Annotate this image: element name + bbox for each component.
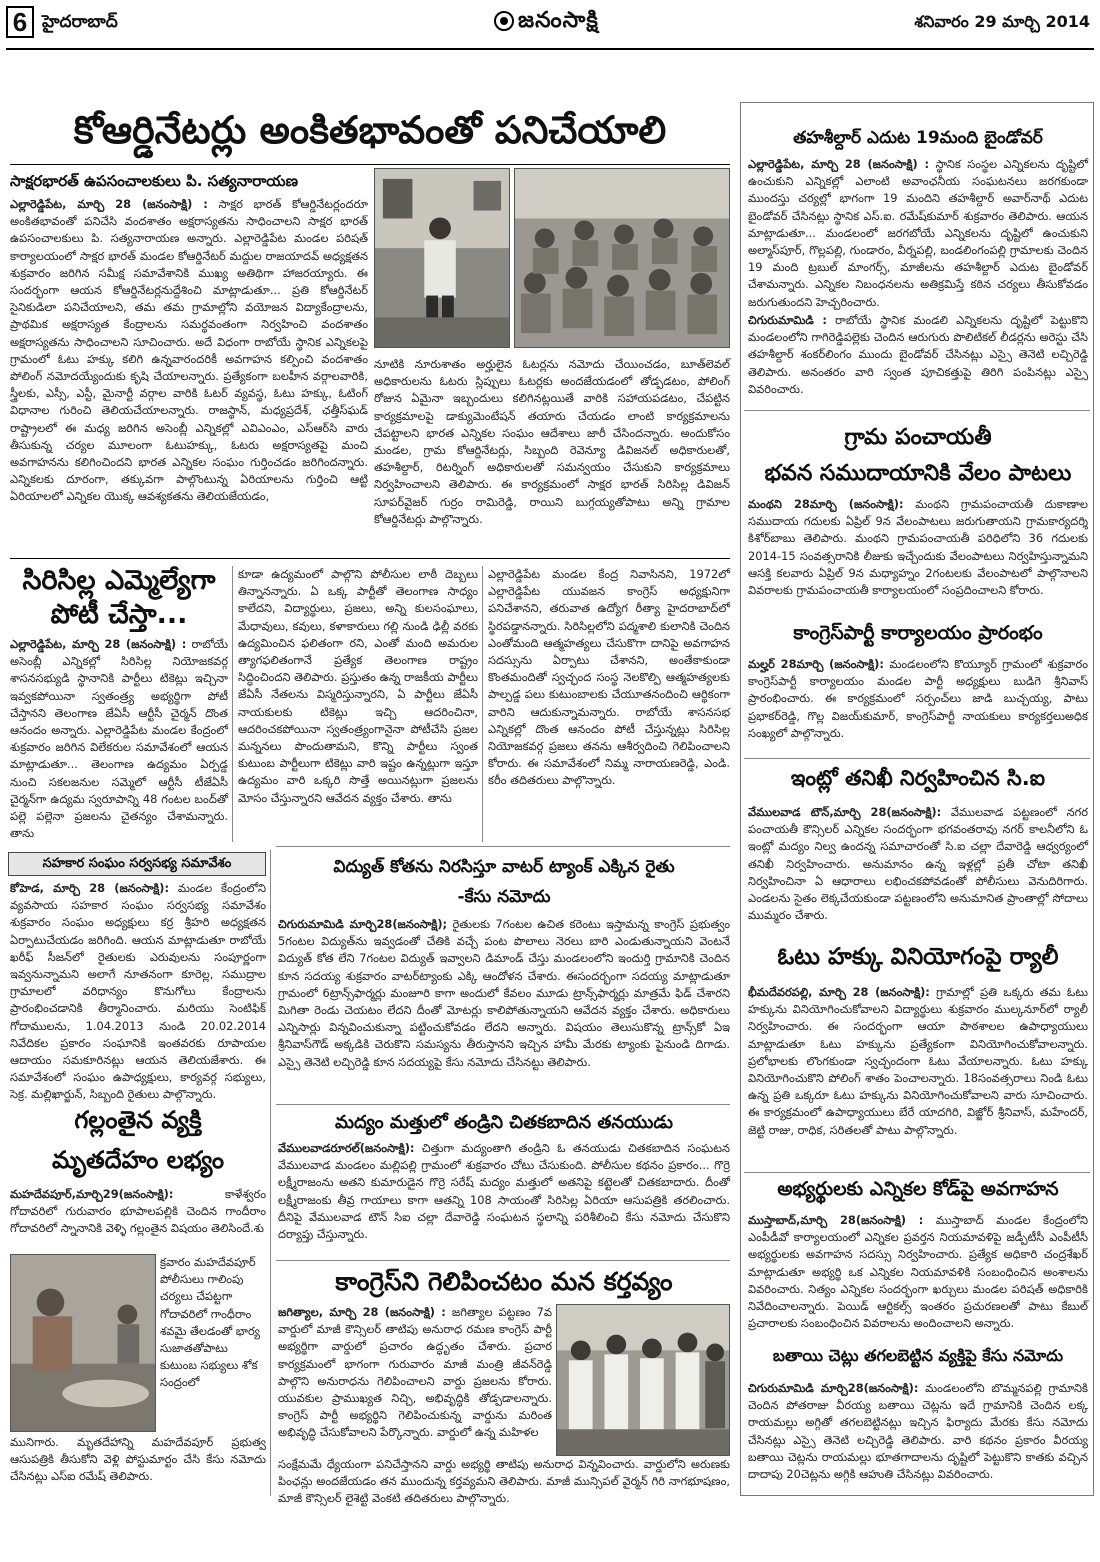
auction-body xyxy=(748,496,1088,616)
house-search-dateline: వేములవాడ టౌన్‌,మార్చి 28(జనంసాక్షి): xyxy=(748,805,942,819)
body-found-body-side xyxy=(160,1254,266,1432)
duty-headline-wrap xyxy=(278,1262,730,1302)
code-awareness-text: ముస్తాబాద్‌ మండల కేంద్రంలోని ఎంపీడీవో కార్యాలయంలో ఎన్నికల ప్రవర్తన నియమావళిపై జడ్పీటీసీ ఎంపీటీసీ అభ్యర్థులకు అవగాహన సదస్సు నిర్వహించారు. ప్రత్యేక అధికారి చంద్రశేఖర్‌ మాట్లాడుతూ అభ్యర్థి ఒక ఎన్నికల నియమావళికి సంబంధించిన అంశాలను వివరించారు. నిత్యం ఎన్నికల సందర్భంగా ఖర్చులు మండల పరిషత్‌ అధికారికి నివేదించాలన్నారు. పెయిడ్‌ ఆర్టికల్స్‌ ఇంతరం ప్రచురణలతో పాటు కేబుల్‌ ప్రచారాలకు సంబంధించిన వివరాలను అందించాలని అన్నారు. xyxy=(748,1213,1088,1331)
lead-body-left xyxy=(10,196,368,554)
rally-headline-wrap xyxy=(748,944,1088,982)
sircilla-text-3: ఎల్లారెడ్డిపేట మండల కేంద్ర నివాసినని, 1972లో ఎల్లారెడ్డిపేట యువజన కాంగ్రెస్‌ అధ్యక్షునిగా పనిచేశానని, తరువాత ఉద్యోగ రీత్యా హైదరాబాద్‌లో స్థిరపడ్డానన్నారు. సిరిసిల్లలోని పద్మశాలి కులానికి చెందిన ఎంతోమంది ఆత్మహత్యలు చేసుకొగా దానిపై అవగాహన సదస్సును ఏర్పాటు చేశానని, అంతేకాకుండా కొంతమందితో స్వచ్ఛంద సంస్థ నెలకొల్పి ఆత్మహత్యలకు పాల్పడ్డ పలు కుటుంబాలకు చేయూతనందించి ఆర్థికంగా వారిని ఆదుకున్నామన్నారు. రాబోయే శాసనసభ ఎన్నికల్లో దొంత ఆనందం పోటీ చేస్తున్నట్లు సిరిసిల్ల నియోజకవర్గ ప్రజలు తనను ఆశీర్వదించి గెలిపించాలని కోరారు. ఈ సమావేశంలో నిమ్మ నారాయణరెడ్డి, ఎండి. కరీం తదితరులు పాల్గొన్నారు. xyxy=(488,567,730,788)
body-found-body-bottom xyxy=(10,1434,266,1494)
binder-dateline-2: చిగురుమామిడి : xyxy=(748,313,827,327)
auction-headline-line2: భవన సముదాయానికి వేలం పాటలు xyxy=(764,461,1072,486)
lead-headline-wrap xyxy=(10,100,730,166)
page-number: 6 xyxy=(6,6,34,38)
lead-text-left: సాక్షర భారత్‌ కోఆర్డినేటర్లందరూ అంకితభావంతో పనిచేసి వందశాతం అక్షరాస్యతను సాధించాలని సాక్షర భారత్‌ ఉపసంచాలకులు పి. సత్యనారాయణ అన్నారు. ఎల్లారెడ్డిపేట మండల పరిషత్‌ కార్యాలయంలో సాక్షర భారత్‌ మండల కోఆర్డినేటర్‌ మద్దుల రాజయాదవ్‌ అధ్యక్షతన శుక్రవారం జరిగిన సమీక్ష సమావేశానికి ముఖ్య అతిథిగా హాజరయ్యారు. ఈ సందర్భంగా ఆయన కోఆర్డినేటర్లనుద్దేశించి మాట్లాడుతూ... ప్రతి కోఆర్డినేటర్‌ సైనికుడిలా పనిచేయాలని, తమ తమ గ్రామాల్లోని వయోజన విద్యాకేంద్రాలను, ప్రాథమిక అక్షరాస్యత కేంద్రాలను సమర్థవంతంగా నిర్వహించి వందశాతం అక్షరాస్యతను సాధించాలని సూచించారు. అదే విధంగా రాబోయే స్థానిక ఎన్నికలపై గ్రామంలో ఓటు హక్కు కలిగి ఉన్నవారందరికీ అవగాహన కల్పించి వందశాతం పోలింగ్‌ నమోదయ్యేందుకు కృషి చేయాలన్నారు. ప్రత్యేకంగా బలహీన వర్గాలవారికి, స్త్రీలకు, ఎస్సీ, ఎస్టీ, మైనార్టీ వర్గాల వారికి ఓటర్‌ వ్యవస్థ, ఓటు హక్కు, ఓటింగ్‌ విధానాల గురించి తెలియచేయాలన్నారు. రాజస్థాన్‌, మధ్యప్రదేశ్‌, ఛత్తీస్‌ఘడ్‌ రాష్ట్రాలలో ఈ మధ్య జరిగిన అసెంబ్లీ ఎన్నికల్లో ఎవిఎంఎం, ఎస్‌ఆర్‌సి వారు తీసుకున్న చర్యల మూలంగా ఓటుహక్కు, ఓటరు అక్షరాస్యతపై మంచి అవగాహనను కలిగించిందని భారత ఎన్నికల సంఘం గుర్తించడం జరిగిందన్నారు. ఎన్నికలకు దూరంగా, తక్కువగా పాల్గొంటున్న ఏరియాలను గుర్తించి ఆట్టి ఏరియాలలో ఎన్నికల యొక్క ఆవశ్యకతను తెలియజేయడం, xyxy=(10,197,368,504)
binder-dateline: ఎల్లారెడ్డిపేట, మార్చి 28 (జనంసాక్షి) : xyxy=(748,157,929,171)
code-awareness-headline-wrap xyxy=(748,1178,1088,1210)
body-found-text-bottom: మునిగారు. మృతదేహాన్ని మహదేవపూర్‌ ప్రభుత్వ ఆసుపత్రికి తీసుకోని వెళ్లి పోస్టుమార్టం చేసి కేసు నమోదు చేసినట్లు ఎస్‌ఐ రమేష్‌ తెలిపారు. xyxy=(10,1435,266,1484)
binder-body-2 xyxy=(748,312,1088,408)
body-found-body-top xyxy=(10,1186,266,1254)
section-city: హైదరాబాద్ xyxy=(42,12,118,32)
trees-headline-wrap xyxy=(748,1346,1088,1376)
rally-dateline: భీమదేవరపల్లి, మార్చి 28 (జనంసాక్షి): xyxy=(748,985,930,999)
house-search-text: వేములవాడ పట్టణంలో నగర పంచాయతీ కౌన్సిలర్‌ ఎన్నికల సందర్భంగా భగవంతరావు నగర్‌ కాలనీలోని ఓ ఇంట్లో మద్యం నిల్వ ఉందన్న సమాచారంతో సి.ఐ చల్లా దేవారెడ్డి ఆధ్వర్యంలో తనిఖీ నిర్వహించారు. అనుమానం ఉన్న ఇళ్లల్లో ప్రతీ చోటా తనిఖీ నిర్వహించినా ఏ ఆధారాలు లభించకపోవడంతో పోలీసులు వెనుదిరిగారు. ఎండలను సైతం లెక్కచేయకుండా పట్టణంలోని అనుమానిత ప్రాంతాల్లో సోదాలు ముమ్మరం చేశారు. xyxy=(748,805,1088,923)
house-search-body xyxy=(748,804,1088,940)
binder-body xyxy=(748,156,1088,312)
sircilla-dateline: ఎల్లారెడ్డిపేట, మార్చి 28 (జనంసాక్షి) : xyxy=(10,637,187,651)
house-search-headline-wrap xyxy=(748,766,1088,802)
duty-dateline: జగిత్యాల, మార్చి 28 (జనంసాక్షి) : xyxy=(278,1305,446,1319)
sircilla-headline-line1: సిరిసిల్ల ఎమ్మెల్యేగా xyxy=(22,565,216,596)
body-found-text-side: క్రవారం మహదేవపూర్‌ పోలీసులు గాలింపు చర్యలు చేపట్టగా గోదావరిలో గాంధీరాం శవమై తేలడంతో భార్య సుజాతతోపాటు కుటుంబ సభ్యులు శోక సంద్రంలో xyxy=(160,1255,260,1390)
sircilla-col-2 xyxy=(238,566,478,842)
trees-text: మండలంలోని బొమ్మనపల్లి గ్రామానికి చెందిన పోతరాజు వీరయ్య బతాయి చెట్లను ఇదే గ్రామానికి చెందిన లక్క రాయమల్లు అగ్గితో తగలబెట్టినట్లు ఇచ్చిన ఫిర్యాదు మేరకు కేసు నమోదు చేసినట్లు ఎస్సై తెనెటి లచ్చిరెడ్డి తెలిపారు. వారి కథనం ప్రకారం వీరయ్య బతాయి చెట్లను రాయమల్లు భూతగాదాలను దృష్టిలో పెట్టుకొని కాతకు వచ్చిన దాదాపు 20చెట్లను అగ్గికి ఆహుతి చేసినట్లు వివరించారు. xyxy=(748,1381,1088,1482)
sircilla-col-1 xyxy=(10,636,228,840)
code-awareness-headline: అభ్యర్థులకు ఎన్నికల కోడ్‌పై అవగాహన xyxy=(777,1178,1059,1200)
masthead-logo-icon xyxy=(494,11,514,31)
lead-subhead: సాక్షరభారత్‌ ఉపసంచాలకులు పి. సత్యనారాయణ xyxy=(10,172,298,190)
rally-body xyxy=(748,984,1088,1170)
binder-headline-wrap xyxy=(748,128,1088,154)
binder-text: స్థానిక సంస్థల ఎన్నికలను దృష్టిలో ఉంచుకుని ఎన్నికల్లో ఎలాంటి అవాంఛనీయ సంఘటనలు జరగకుండా ముందస్తు చర్యల్లో భాగంగా 19 మందిని తహశీల్దార్‌ అవార్‌నాథ్‌ ఎదుట బైండోవర్‌ చేసినట్లు స్థానిక ఎస్‌.ఐ. రమేష్‌కుమార్‌ శుక్రవారం తెలిపారు. ఆయన మాట్లాడుతూ... మండలంలో జరగబోయే ఎన్నికలను దృష్టిలో ఉంచుకుని అల్మాస్‌పూర్‌, గొల్లపల్లి, గుండారం, వీర్నపల్లి, బండలింగంపల్లి గ్రామాలకు చెందిన 19 మంది ట్రబుల్‌ మాంగర్స్‌, మాజీలను తహశీల్దార్‌ ఎదుట బైండోవర్‌ చేశామన్నారు. ఎన్నికల నిబంధనలను అతిక్రమిస్తే కఠిన చర్యలు తీసుకోవడం జరుగుతుందని హెచ్చరించారు. xyxy=(748,157,1088,309)
son-text: చిత్తుగా మద్యంతాగి తండ్రిని ఓ తనయుడు చితకబాదిన సంఘటన వేములవాడ మండలం మల్లిపల్లి గ్రామంలో శుక్రవారం చోటు చేసుకుంది. పోలీసుల కథనం ప్రకారం... గొర్రె లక్ష్మీరాజంను అతని కుమారుడైన గొర్రె సరేష్‌ మద్యం మత్తులో అతనిపై కట్టెలతో చితకబాదారు. దీంతో లక్ష్మీరాజంకు తీవ్ర గాయాలు కాగా ఆతన్ని 108 సాయంతో సిరిసిల్ల ఏరియా ఆసుపత్రికి తరలించారు. దీనిపై వేములవాడ టౌన్‌ సిఐ చల్లా దేవారెడ్డి సంఘటన స్థలాన్ని పరిశీలించి కేసు నమోదు చేసుకొని దర్యాప్తు చేస్తున్నారు. xyxy=(278,1141,730,1242)
body-found-text-top: కాళేశ్వరం గోదావరిలో గురువారం భూపాలపల్లికి చెందిన గాందీరాం గోదావరిలో స్నానానికి వెళ్ళి గల్లంతైన విషయం తెలిసిందే.శు xyxy=(10,1187,266,1236)
water-tank-headline-wrap xyxy=(278,852,730,914)
duty-photo xyxy=(556,1304,730,1456)
trees-headline: బతాయి చెట్లు తగలబెట్టిన వ్యక్తిపై కేసు నమోదు xyxy=(772,1346,1064,1365)
sircilla-headline-line2: పోటీ చేస్తా... xyxy=(50,599,188,630)
body-found-headline-wrap xyxy=(10,1100,266,1184)
body-found-headline-line1: గల్లంతైన వ్యక్తి xyxy=(74,1106,202,1134)
body-found-dateline: మహదేవపూర్‌,మార్చి29(జనంసాక్షి): xyxy=(10,1187,174,1201)
sircilla-text-2: కూడా ఉద్యమంలో పాల్గొని పోలీసుల లాఠీ దెబ్బలు తిన్నానన్నారు. ఏ ఒక్క పార్టీతో తెలంగాణ సాధ్యం కాలేదని, విద్యార్థులు, ప్రజలు, అన్ని కులసంఘాలు, మేధావులు, కవులు, కళాకారులు గల్లి నుండి ఢిల్లీ వరకు ఉద్యమించిన ఫలితంగా రని, ఎంతో మంది అమరుల త్యాగఫలితంగానే ప్రత్యేక తెలంగాణ రాష్ట్రం సిద్ధించిందని తెలిపారు. ప్రస్తుతం ఉన్న రాజకీయ పార్టీలు జేఏసీ నేతలను విస్మరిస్తున్నారని, ఏ పార్టీలు జేఏసీ నాయకులకు టికెట్లు ఇచ్చి ఆదరించినా, ఆదరించకపోయినా స్వతంత్ర్యంగానైనా పోటీచేసి ప్రజల మన్ననలు పొందుతామని, కొన్ని పార్టీలు స్వంత కుటుంబ పార్టీలుగా టికెట్లు వారి ఇష్టం ఉన్నట్లుగా ఇస్తూ ఉద్యమం వారి ఒక్కరి సొత్తే అయినట్లుగా ప్రజలను మోసం చేస్తున్నారని ఆవేదన వ్యక్తం చేశారు. తాను xyxy=(238,567,478,805)
lead-headline: కోఆర్డినేటర్లు అంకితభావంతో పనిచేయాలి xyxy=(73,108,667,152)
sircilla-headline-wrap xyxy=(10,564,228,634)
sircilla-text-1: రాబోయే అసెంబ్లీ ఎన్నికల్లో సిరిసిల్ల నియోజకవర్గ శాసనసభ్యుడి స్థానానికి పార్టీలు టికెట్లు ఇచ్చినా ఇవ్వకపోయినా స్వతంత్ర్య అభ్యర్థిగా పోటీ చేస్తానని తెలంగాణ జేఏసీ ఆర్టీసీ చైర్మన్‌ దొంత ఆనందం అన్నారు. ఎల్లారెడ్డిపేట మండల కేంద్రంలో శుక్రవారం జరిగిన విలేకరుల సమావేశంలో ఆయన మాట్లాడుతూ... తెలంగాణ ఉద్యమం ఏర్పడ్డ నుంచి సకలజనుల సమ్మెలో ఆర్టీసీ టీజేఏసీ చైర్మన్‌గా ఉద్యమ స్వరూపాన్ని 48 గంటల బంద్‌తో పల్లె పల్లెనా ప్రజలను చైతన్యం చేశామన్నారు. తాను xyxy=(10,637,228,841)
cooperative-body xyxy=(10,880,266,1102)
duty-text-bottom: సంక్షేమమే ధ్యేయంగా పనిచేస్తానని వార్డు అభ్యర్థి తాటిపు అనురాధ విన్నవించారు. వార్డులోని అరుణకు పింఛన్లు అందజేయడం తన ముందున్న కర్తవ్యమని తెలిపారు. మాజీ మున్సిపల్‌ వైర్మన్‌ గిరి నాగభూషణం, మాజీ కౌన్సిలర్‌ లైశెట్టి వెంకటి తదితరులు పాల్గొన్నారు. xyxy=(278,1457,730,1506)
son-body xyxy=(278,1140,730,1258)
binder-headline: తహశీల్దార్‌ ఎదుట 19మంది బైండోవర్‌ xyxy=(793,128,1043,148)
duty-body-top xyxy=(278,1304,552,1456)
son-dateline: వేములవాడరూరల్‌(జనంసాక్షి): xyxy=(278,1141,415,1155)
issue-date: శనివారం 29 మార్చి 2014 xyxy=(914,12,1090,31)
son-headline-wrap xyxy=(278,1108,730,1138)
congress-office-dateline: మల్హర్‌ 28మార్చి (జనంసాక్షి): xyxy=(748,657,884,671)
sircilla-col-3 xyxy=(488,566,730,842)
code-awareness-dateline: ముస్తాబాద్‌,మార్చి 28(జనంసాక్షి) : xyxy=(748,1213,924,1227)
code-awareness-body xyxy=(748,1212,1088,1340)
duty-text-top: జగిత్యాల పట్టణం 7వ వార్డులో మాజీ కౌన్సిలర్‌ తాటిపు అనురాధ రమణ కాంగ్రెస్‌ పార్టీ అభ్యర్థిగా వార్డులో ప్రచారం ఉద్ధృతం చేశారు. ప్రచార కార్యక్రమంలో భాగంగా గురువారం మాజీ మంత్రి జీవన్‌రెడ్డి పాల్గొని అనురాధను గెలిపించాలని వార్డు ప్రజలను కోరారు. యువకుల ప్రాముఖ్యత నిచ్చి, అభివృద్ధికి తోడ్పడాలన్నారు. కాంగ్రెస్‌ పార్టీ అభ్యర్థిని గెలిపించుకున్న వార్డును మరింత అభివృద్ధి చేసుకోవాలని పేర్కొన్నారు. వార్డులో ఉన్న మహిళల xyxy=(278,1305,552,1440)
cooperative-dateline: కోహెడ, మార్చి 28 (జనంసాక్షి): xyxy=(10,881,169,895)
body-found-photo xyxy=(10,1254,156,1432)
house-search-headline: ఇంట్లో తనిఖీ నిర్వహించిన సి.ఐ xyxy=(790,766,1046,790)
cooperative-text: మండల కేంద్రంలోని వ్యవసాయ సహకార సంఘం సర్వసభ్య సమావేశం శుక్రవారం సంఘం అధ్యక్షులు కర్ర శ్రీహరి అధ్యక్షతన ఏర్పాటుచేయడం జరిగింది. ఆయన మాట్లాడుతూ రాబోయే ఖరీఫ్‌ సీజన్‌లో రైతులకు ఎరువులను సంపూర్ణంగా ఇవ్వనున్నామని అలాగే నూతనంగా కూరెల్ల, సముద్రాల గ్రామాలలో వరిధాన్యం కొనుగోలు కేంద్రాలను ప్రారంభించడానికి తీర్మానించారు. మరియు సెంటిఫిక్‌ గోదాములను, 1.04.2013 నుండి 20.02.2014 నివేదికల ప్రకారం సంఘానికి ఇంతవరకు రూపాయల ఆదాయం సమకూరినట్లు ఆయన తెలియజేశారు. ఈ సమావేశంలో సంఘం ఉపాధ్యక్షులు, కార్యవర్గ సభ్యులు, సెక్ర. మల్లిఖార్జున్‌, సిబ్బంది రైతులు పాల్గొన్నారు. xyxy=(10,881,266,1102)
masthead-title: జనంసాక్షి xyxy=(518,8,599,33)
lead-text-right: నూటికి నూరుశాతం అర్హులైన ఓటర్లను నమోదు చేయించడం, బూత్‌లెవల్‌ అధికారులను ఓటరు స్లిప్పులు ఓటర్లకు అందజేయడంలో తోడ్పడటం, పోలింగ్‌ రోజున ఏమైనా ఇబ్బందులు కలిగినట్లయితే వారికి సహాయపడటం, చేపట్టిన కార్యక్రమాలపై డాక్యుమెంటేషన్‌ తయారు చేయడం లాంటి కార్యక్రమాలను చేపట్టాలని భారత ఎన్నికల సంఘం ఆదేశాలు జారీ చేసిందన్నారు. అందుకోసం మండల, గ్రామ కోఆర్డినేటర్లు, సిబ్బంది రెవెన్యూ డివిజనల్‌ అధికారులతో, తహశీల్దార్‌, రిటర్నింగ్‌ అధికారులతో సమన్వయం చేసుకుని కార్యక్రమాలు నిర్వహించాలని తెలిపారు. ఈ కార్యక్రమంలో సాక్షర భారత్‌ సిరిసిల్ల డివిజన్‌ సూపర్‌వైజర్‌ గుర్రం రామిరెడ్డి, రాయిని బుగ్గయ్యతోపాటు అన్ని గ్రామాల కోఆర్డినేటర్లు పాల్గొన్నారు. xyxy=(374,357,730,526)
lead-dateline: ఎల్లారెడ్డిపేట, మార్చి 28 (జనంసాక్షి) : xyxy=(10,197,208,211)
cooperative-headline: సహకార సంఘం సర్వసభ్య సమావేశం xyxy=(42,856,232,871)
water-tank-dateline: చిగురుమామిడి మార్చి28(జనంసాక్షి); xyxy=(278,917,448,931)
son-headline: మద్యం మత్తులో తండ్రిని చితకబాదిన తనయుడు xyxy=(335,1112,673,1133)
page-header xyxy=(6,4,1094,50)
auction-text: మంథని గ్రామపంచాయతీ దుకాణాల సముదాయ గదులకు ఏప్రిల్‌ 9న వేలంపాటలు జరుగుతాయని గ్రామకార్యదర్శి కిశోర్‌బాబు తెలిపారు. మంథని గ్రామపంచాయతీ పరిధిలోని 36 గదులకు 2014-15 సంవత్సరానికి లీజుకు ఇచ్చేందుకు వేలంపాటలు నిర్వహిస్తున్నామని ఆసక్తి కలవారు ఏప్రిల్‌ 9న మధ్యాహ్నం 2గంటలకు వేలంపాటలో పాల్గొనాలని వివరాలకు గ్రామపంచాయతీ కార్యాలయంలో సంప్రదించాలని కోరారు. xyxy=(748,497,1089,598)
lead-body-right xyxy=(374,356,730,554)
congress-office-headline-wrap xyxy=(748,622,1088,654)
water-tank-text: రైతులకు 7గంటల ఉచిత కరెంటు ఇస్తామన్న కాంగ్రెస్‌ ప్రభుత్వం 5గంటల విద్యుత్‌ను ఇవ్వడంతో చేతికి వచ్చే పంట పొలాలు నెరలు బారి ఎండుతున్నాయని వెంటనే విద్యుత్‌ కోత లేని 7గంటల విద్యుత్‌ ఇవ్వాలని డిమాండ్‌ చేస్తు మండలంలోని ఇందుర్తి గ్రామానికి చెందిన కూన సదయ్య శుక్రవారం వాటర్‌ట్యాంకు ఎక్కి ఆందోళన చేశారు. ఈసందర్భంగా సదయ్య మాట్లాడుతూ గ్రామంలో 6ట్రాన్స్‌ఫార్మర్లు మంజూరి కాగా అందులో కేవలం మూడు ట్రాన్స్‌ఫార్మర్లు మాత్రమే ఫిడ్‌ చేశారని మిగితా రెండు చెయటం లేదని దీంతో మోటర్లు కాలిపోతున్నాయని ఆవేదన వ్యక్తం చేశారు. అధికారులు ఎన్నిసార్లు విన్నవించుకున్నా పట్టించుకోవడం లేదని అన్నారు. విషయం తెలుసుకొన్న ట్రాన్స్‌కో ఏఇ శ్రీనివాస్‌గౌడ్‌ అక్కడికి చెరుకొని సమస్యను తీరుస్తానని ఇచ్చిన హామీ మేరకు ట్యాంకు పైనుండి దిగాడు. ఎస్సై తెనెటి లచ్చిరెడ్డి కూన సదయ్యపై కేసు నమోదు చేసినట్టు తెలిపారు. xyxy=(278,917,730,1069)
trees-body xyxy=(748,1380,1088,1492)
trees-dateline: చిగురుమామిడి మార్చి28(జనంసాక్షి): xyxy=(748,1381,919,1395)
lead-subhead-wrap xyxy=(10,172,368,196)
duty-body-bottom xyxy=(278,1456,730,1506)
congress-office-body xyxy=(748,656,1088,756)
rally-headline: ఓటు హక్కు వినియోగంపై ర్యాలీ xyxy=(777,944,1059,970)
duty-headline: కాంగ్రెస్‌ని గెలిపించటం మన కర్తవ్యం xyxy=(335,1267,673,1296)
lead-photo-speaker xyxy=(374,168,510,348)
congress-office-text: మండలంలోని కొయ్యూర్‌ గ్రామంలో శుక్రవారం కాంగ్రెస్‌పార్టీ కార్యాలయం మండల పార్టీ అధ్యక్షులు బుడిగె శ్రీనివాస్‌ ప్రారంభించారు. ఈ కార్యక్రమంలో సర్పంచ్‌లు జాడి బుచ్చయ్య, పాటు ప్రభాకర్‌రెడ్డి, గొల్ల విజయ్‌కుమార్‌, కాంగ్రెస్‌పార్టీ నాయకులు కార్యకర్తలుఅధిక సంఖ్యలో పాల్గొన్నారు. xyxy=(748,657,1088,740)
rally-text: గ్రామాల్లో ప్రతి ఒక్కరు తమ ఓటు హక్కును వినియోగించుకోవాలని విద్యార్థులు శుక్రవారం ముల్కనూర్‌లో ర్యాలీ నిర్వహించారు. ఈ సందర్భంగా ఆయా పాఠశాలల ఉపాధ్యాయులు మాట్లాడుతూ ఓటు హక్కును ప్రత్యేకంగా వినియోగించుకోవాలన్నారు. ప్రలోభాలకు లొంగకుండా స్వచ్ఛందంగా ఓటు వేయాలన్నారు. ఓటు హక్కు వినియోగించుకొని పోలింగ్‌ శాతం పెంచాలన్నారు. 18సంవత్సరాలు నిండి ఓటు ఉన్న ప్రతి ఒక్కరూ ఓటు హక్కును వినియోగించుకోవాలని వారు సూచించారు. ఈ కార్యక్రమంలో ఉపాధ్యాయులు బేరే యాదగిరి, విజ్జోర్‌ శ్రీనివాస్‌, మహేందర్‌, జెట్టి రాజు, రాధిక, సరితలతో పాటు పాల్గొన్నారు. xyxy=(748,985,1088,1137)
body-found-headline-line2: మృతదేహం లభ్యం xyxy=(51,1146,225,1174)
water-tank-headline-line1: విద్యుత్‌ కోతను నిరసిస్తూ వాటర్‌ ట్యాంక్‌ ఎక్కిన రైతు xyxy=(333,857,675,877)
auction-dateline: మంథని 28మార్చి (జనంసాక్షి): xyxy=(748,497,904,511)
lead-photo-audience xyxy=(514,168,730,348)
cooperative-headline-wrap xyxy=(8,852,266,876)
water-tank-headline-line2: -కేసు నమోదు xyxy=(457,887,551,907)
masthead xyxy=(494,8,599,38)
binder-text-2: రాబోయే స్థానిక మండలి ఎన్నికలను దృష్టిలో పెట్టుకొని మండలంలోని గాగిరెడ్డిపల్లెకు చెందిన ఆరుగురు పొలిటికల్‌ లీడర్లను అరెస్టు చేసి తహశీల్దార్‌ శంకర్‌లింగం ముందు బైండోవర్‌ చేసినట్లు ఎస్సై తెనెటి లచ్చిరెడ్డి తెలిపారు. అనంతరం వారి స్వంత పూచికత్తుపై తిరిగి పంపినట్లు ఎస్సై వివరించారు. xyxy=(748,313,1089,396)
auction-headline-wrap xyxy=(748,420,1088,492)
auction-headline-line1: గ్రామ పంచాయతీ xyxy=(844,425,992,450)
congress-office-headline: కాంగ్రెస్‌పార్టీ కార్యాలయం ప్రారంభం xyxy=(793,622,1043,644)
water-tank-body xyxy=(278,916,730,1102)
